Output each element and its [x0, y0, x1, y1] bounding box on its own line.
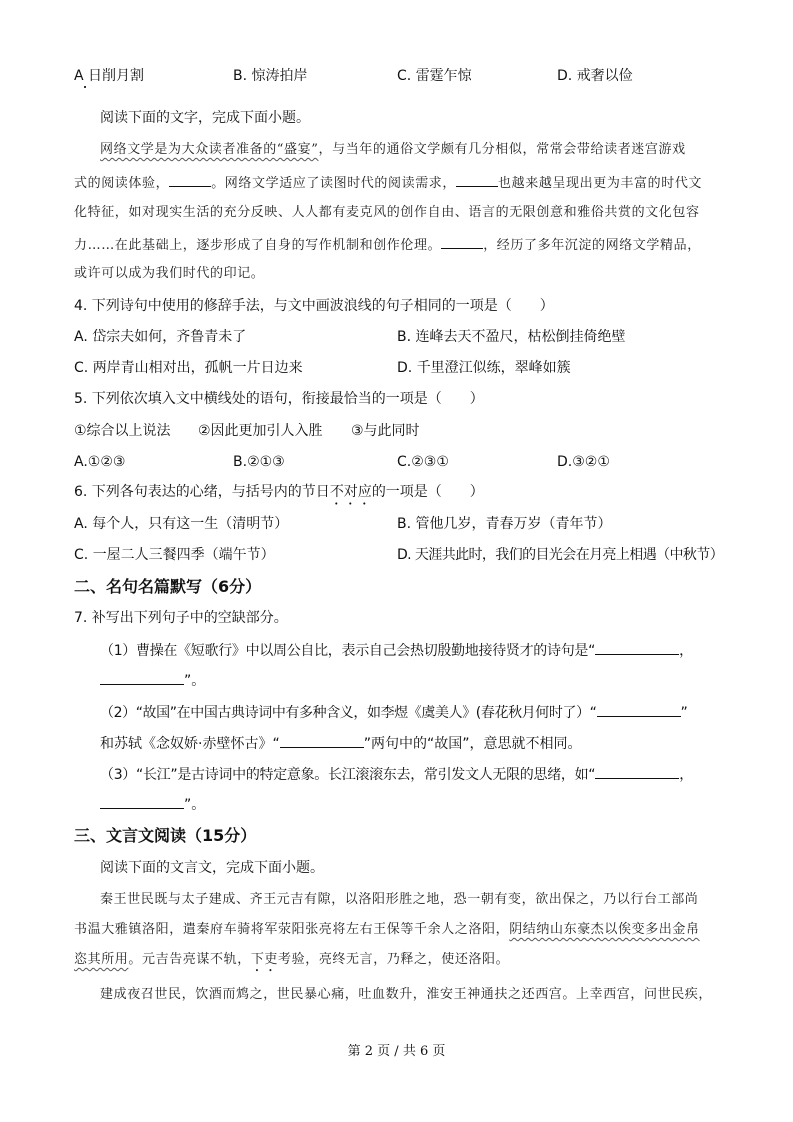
classical-line-3: 恣其所用。元吉告亮谋不轨，下吏考验，亮终无言，乃释之，使还洛阳。 — [74, 952, 510, 967]
q7-sub-2-cont: 和苏轼《念奴娇·赤壁怀古》“ ”两句中的“故国”，意思就不相同。 — [100, 733, 581, 754]
q4-stem: 4. 下列诗句中使用的修辞手法，与文中画波浪线的句子相同的一项是（ ） — [74, 298, 554, 314]
blank-3 — [441, 234, 483, 249]
q6-option-d: D. 天涯共此时，我们的目光会在月亮上相遇（中秋节） — [397, 547, 724, 563]
q6-stem: 6. 下列各句表达的心绪，与括号内的节日不对应的一项是（ ） — [74, 484, 484, 500]
wavy-sentence-classical: 阴结纳山东豪杰以俟变多出金帛 — [509, 922, 700, 937]
blank-2 — [456, 172, 498, 187]
passage-line-1: 网络文学是为大众读者准备的“盛宴”，与当年的通俗文学颇有几分相似，常常会带给读者迷宫游戏 — [100, 142, 686, 157]
section-2-title: 二、名句名篇默写（6分） — [74, 577, 262, 596]
q6-option-a: A. 每个人，只有这一生（清明节） — [74, 516, 289, 532]
q5-item-3: ③与此同时 — [351, 423, 420, 439]
emphasis-dots-classical: 下吏 — [250, 952, 279, 967]
blank-7-3a — [595, 764, 679, 779]
q5-option-d: D.③②① — [557, 454, 610, 470]
q5-option-b: B.②①③ — [233, 454, 285, 470]
passage-line-4: 力……在此基础上，逐步形成了自身的写作机制和创作伦理。 ，经历了多年沉淀的网络文学精品， — [74, 234, 701, 256]
emphasis-dots: 不对应 — [329, 484, 372, 500]
passage-line-2: 式的阅读体验， 。网络文学适应了读图时代的阅读需求， 也越来越呈现出更为丰富的时代文 — [74, 172, 702, 194]
q7-stem: 7. 补写出下列句子中的空缺部分。 — [74, 610, 288, 626]
passage-line-3: 化特征，如对现实生活的充分反映、人人都有麦克风的创作自由、语言的无限创意和雅俗共赏的文化包容 — [74, 205, 700, 220]
blank-7-2b — [280, 733, 364, 748]
classical-line-1: 秦王世民既与太子建成、齐王元吉有隙，以洛阳形胜之地，恐一朝有变，欲出保之，乃以行台工部尚 — [100, 892, 699, 907]
stray-dot — [84, 86, 86, 88]
page-number: 第 2 页 / 共 6 页 — [347, 1044, 446, 1059]
blank-7-2a — [597, 702, 681, 717]
classical-intro: 阅读下面的文言文，完成下面小题。 — [100, 860, 324, 876]
section-3-title: 三、文言文阅读（15分） — [74, 826, 257, 845]
q5-item-1: ①综合以上说法 — [74, 423, 171, 439]
classical-line-4: 建成夜召世民，饮酒而鸩之，世民暴心痛，吐血数升，淮安王神通扶之还西宫。上幸西宫，问世民疾， — [100, 987, 713, 1002]
q7-sub-1: （1）曹操在《短歌行》中以周公自比，表示自己会热切殷勤地接待贤才的诗句是“ ， — [100, 640, 693, 661]
q6-option-b: B. 管他几岁，青春万岁（青年节） — [397, 516, 612, 532]
q7-sub-1-cont: ”。 — [100, 670, 205, 691]
q5-option-c: C.②③① — [397, 454, 449, 470]
q5-item-2: ②因此更加引人入胜 — [198, 423, 323, 439]
q3-option-c: C. 雷霆乍惊 — [397, 68, 472, 84]
q3-option-b: B. 惊涛拍岸 — [233, 68, 308, 84]
q7-sub-3: （3）“长江”是古诗词中的特定意象。长江滚滚东去，常引发文人无限的思绪，如“ ， — [100, 764, 693, 785]
q4-option-b: B. 连峰去天不盈尺，枯松倒挂倚绝壁 — [397, 329, 626, 345]
blank-7-1b — [100, 670, 184, 685]
passage-line-5: 或许可以成为我们时代的印记。 — [74, 266, 265, 281]
blank-7-1a — [595, 640, 679, 655]
q5-option-a: A.①②③ — [74, 454, 126, 470]
q7-sub-2: （2）“故国”在中国古典诗词中有多种含义，如李煜《虞美人》(春花秋月何时了）“ ” — [100, 702, 687, 723]
q4-option-a: A. 岱宗夫如何，齐鲁青未了 — [74, 329, 247, 345]
classical-line-2: 书温大雅镇洛阳，遣秦府车骑将军荥阳张亮将左右王保等千余人之洛阳，阴结纳山东豪杰以俟变多出金帛 — [74, 922, 700, 937]
q5-stem: 5. 下列依次填入文中横线处的语句，衔接最恰当的一项是（ ） — [74, 391, 484, 407]
q4-option-c: C. 两岸青山相对出，孤帆一片日边来 — [74, 360, 303, 376]
q3-option-d: D. 戒奢以俭 — [557, 68, 633, 84]
blank-1 — [169, 172, 211, 187]
q3-option-a: A 日削月割 — [74, 68, 145, 84]
reading-intro: 阅读下面的文字，完成下面小题。 — [100, 110, 310, 126]
q4-option-d: D. 千里澄江似练，翠峰如簇 — [397, 360, 571, 376]
blank-7-3b — [100, 794, 184, 809]
q7-sub-3-cont: ”。 — [100, 794, 205, 815]
wavy-sentence: 网络文学是为大众读者准备的“盛宴” — [100, 142, 319, 157]
q6-option-c: C. 一屋二人三餐四季（端午节） — [74, 547, 275, 563]
